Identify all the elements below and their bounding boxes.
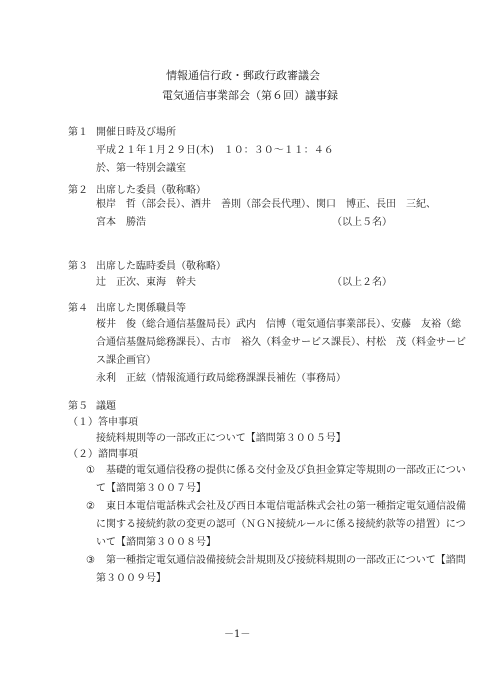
agenda-sub2-heading: （２）諮問事項 xyxy=(68,449,138,460)
section-1-datetime: 平成２１年１月２９日(木) １０：３０～１１：４６ xyxy=(96,145,334,156)
section-4-staff-line2: 合通信基盤局総務課長）、古市 裕久（料金サービス課長）、村松 茂（料金サービ xyxy=(96,337,466,348)
section-1-number: 第１ xyxy=(68,127,88,138)
agenda-item-2-line2: に関する接続約款の変更の認可（ＮＧＮ接続ルールに係る接続約款等の措置）につ xyxy=(96,519,466,530)
agenda-item-1-number: ① xyxy=(86,465,95,476)
section-1-location: 於、第一特別会議室 xyxy=(96,163,186,174)
section-1-heading: 開催日時及び場所 xyxy=(96,127,176,138)
section-3-number: 第３ xyxy=(68,261,88,272)
section-5-heading: 議題 xyxy=(96,401,116,412)
section-3-heading: 出席した臨時委員（敬称略） xyxy=(96,261,226,272)
section-5-number: 第５ xyxy=(68,401,88,412)
agenda-item-3-line1: 第一種指定電気通信設備接続会計規則及び接続料規則の一部改正について【諮問 xyxy=(106,555,466,566)
section-2-number: 第２ xyxy=(68,185,88,196)
agenda-item-1-line2: て【諮問第３００７号】 xyxy=(96,483,206,494)
section-3-count: （以上２名） xyxy=(332,277,392,288)
section-2-members-line1: 根岸 哲（部会長）、酒井 善則（部会長代理）、関口 博正、長田 三紀、 xyxy=(96,199,436,210)
agenda-sub1-item: 接続料規則等の一部改正について【諮問第３００５号】 xyxy=(96,433,346,444)
section-4-staff-line1: 桜井 俊（総合通信基盤局長）武内 信博（電気通信事業部長）、安藤 友裕（総 xyxy=(96,319,461,330)
section-4-staff-line4: 永利 正絃（情報流通行政局総務課課長補佐（事務局） xyxy=(96,373,346,384)
page-number: －1－ xyxy=(224,629,251,640)
section-2-heading: 出席した委員（敬称略） xyxy=(96,185,206,196)
agenda-item-2-number: ② xyxy=(86,501,95,512)
meeting-title: 電気通信事業部会（第６回）議事録 xyxy=(162,89,338,102)
section-4-staff-line3: ス課企画官） xyxy=(96,355,156,366)
council-name: 情報通信行政・郵政行政審議会 xyxy=(166,69,320,82)
section-4-number: 第４ xyxy=(68,303,88,314)
agenda-item-3-number: ③ xyxy=(86,555,95,566)
section-2-members-line2: 宮本 勝浩 xyxy=(96,217,146,228)
section-2-count: （以上５名） xyxy=(332,217,392,228)
agenda-sub1-heading: （１）答申事項 xyxy=(68,417,138,428)
agenda-item-3-line2: 第３００９号】 xyxy=(96,573,166,584)
agenda-item-2-line3: いて【諮問第３００８号】 xyxy=(96,537,216,548)
agenda-item-1-line1: 基礎的電気通信役務の提供に係る交付金及び負担金算定等規則の一部改正につい xyxy=(106,465,466,476)
agenda-item-2-line1: 東日本電信電話株式会社及び西日本電信電話株式会社の第一種指定電気通信設備 xyxy=(106,501,466,512)
section-3-members: 辻 正次、東海 幹夫 xyxy=(96,277,196,288)
section-4-heading: 出席した関係職員等 xyxy=(96,303,186,314)
